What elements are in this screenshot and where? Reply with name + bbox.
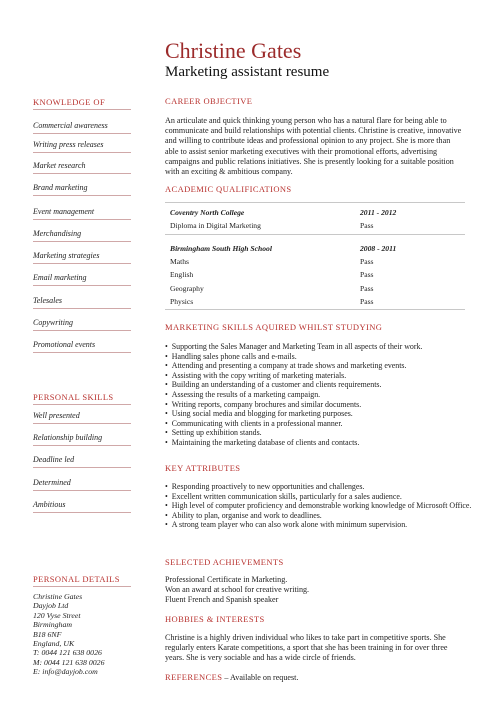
list-item: • Handling sales phone calls and e-mails. (165, 352, 475, 362)
marketing-skills-list (165, 342, 475, 448)
achievement-item: Fluent French and Spanish speaker (165, 595, 279, 605)
knowledge-item: Promotional events (33, 340, 96, 349)
list-item: • A strong team player who can also work alone with minimum supervision. (165, 520, 475, 530)
knowledge-item: Brand marketing (33, 183, 88, 192)
subject-name: Physics (170, 297, 194, 306)
detail-email[interactable]: E: info@dayjob.com (33, 667, 98, 677)
detail-city: Birmingham (33, 620, 72, 630)
divider (33, 467, 131, 468)
list-item: • Responding proactively to new opportunities and challenges. (165, 482, 475, 492)
divider (33, 152, 131, 153)
references-line (165, 672, 298, 682)
list-item: • Writing reports, company brochures and similar documents. (165, 400, 475, 410)
list-item: • High level of computer proficiency and demonstrable working knowledge of Microsoft Office. (165, 501, 475, 511)
divider (33, 330, 131, 331)
divider (33, 195, 131, 196)
divider (33, 352, 131, 353)
subject-name: Geography (170, 284, 204, 293)
knowledge-heading: KNOWLEDGE OF (33, 97, 106, 107)
key-attributes-list (165, 482, 475, 530)
achievement-item: Won an award at school for creative writing. (165, 585, 310, 595)
list-item: • Setting up exhibition stands. (165, 428, 475, 438)
detail-street: 120 Vyse Street (33, 610, 81, 620)
table-rule (165, 309, 465, 310)
knowledge-item: Commercial awareness (33, 121, 108, 130)
achievement-item: Professional Certificate in Marketing. (165, 575, 288, 584)
subject-result: Pass (360, 297, 374, 306)
references-text: – Available on request. (222, 673, 299, 682)
divider (33, 308, 131, 309)
knowledge-item: Merchandising (33, 229, 82, 238)
achievements-list (165, 575, 465, 606)
divider (33, 445, 131, 446)
list-item: • Using social media and blogging for marketing purposes. (165, 409, 475, 419)
knowledge-item: Telesales (33, 296, 63, 305)
marketing-skills-heading: MARKETING SKILLS AQUIRED WHILST STUDYING (165, 322, 383, 332)
list-item: • Supporting the Sales Manager and Marketing Team in all aspects of their work. (165, 342, 475, 352)
knowledge-item: Market research (33, 161, 86, 170)
divider (33, 285, 131, 286)
divider (33, 512, 131, 513)
knowledge-divider (33, 109, 131, 110)
subject-result: Pass (360, 257, 374, 266)
list-item: • Communicating with clients in a professional manner. (165, 419, 475, 429)
skill-item: Determined (33, 478, 71, 487)
subject-result: Pass (360, 284, 374, 293)
detail-mobile: M: 0044 121 638 0026 (33, 657, 105, 667)
divider (33, 133, 131, 134)
list-item: • Building an understanding of a customer and clients requirements. (165, 380, 475, 390)
skill-item: Relationship building (33, 433, 103, 442)
school1-course: Diploma in Digital Marketing (170, 221, 261, 230)
divider (33, 423, 131, 424)
knowledge-item: Copywriting (33, 318, 74, 327)
subject-name: English (170, 270, 194, 279)
list-item: • Assessing the results of a marketing campaign. (165, 390, 475, 400)
school1-years: 2011 - 2012 (360, 208, 397, 217)
subject-name: Maths (170, 257, 189, 266)
personal-details-heading: PERSONAL DETAILS (33, 574, 120, 584)
detail-postcode: B18 6NF (33, 629, 62, 639)
hobbies-text: Christine is a highly driven individual who likes to take part in competitive sports. She regularly enters Karate competitions, a sport that she has been training in for over three years. She is very sociable and has a wide circle of friends. (165, 633, 448, 663)
detail-name: Christine Gates (33, 592, 83, 601)
divider (33, 219, 131, 220)
resume-name: Christine Gates (165, 38, 302, 63)
career-objective-text: An articulate and quick thinking young person who has a natural flare for being able to communicate and build relationships with potential clients. Christine is creative, innovative and willing to contribute ideas and professional opinion to any project. She is more than able to assist senior marketing executives with their promotional efforts, advertising campaigns and public relations initiatives. She is presently looking for a suitable position with an exciting & ambitious company. (165, 116, 462, 177)
personal-skills-heading: PERSONAL SKILLS (33, 392, 114, 402)
table-rule (165, 202, 465, 203)
list-item: • Maintaining the marketing database of clients and contacts. (165, 438, 475, 448)
school1-name: Coventry North College (170, 208, 245, 217)
detail-telephone: T: 0044 121 638 0026 (33, 648, 102, 658)
list-item: • Assisting with the copy writing of marketing materials. (165, 371, 475, 381)
knowledge-item: Marketing strategies (33, 251, 100, 260)
knowledge-item: Event management (33, 207, 95, 216)
list-item: • Excellent written communication skills, particularly for a sales audience. (165, 492, 475, 502)
list-item: • Ability to plan, organise and work to deadlines. (165, 511, 475, 521)
knowledge-item: Writing press releases (33, 140, 104, 149)
divider (33, 263, 131, 264)
school2-years: 2008 - 2011 (360, 244, 397, 253)
academic-heading: ACADEMIC QUALIFICATIONS (165, 184, 292, 194)
hobbies-heading: HOBBIES & INTERESTS (165, 614, 265, 624)
divider (33, 241, 131, 242)
table-rule (165, 234, 465, 235)
achievements-heading: SELECTED ACHIEVEMENTS (165, 557, 284, 567)
personal-details (33, 592, 104, 677)
divider (33, 490, 131, 491)
details-divider (33, 586, 131, 587)
list-item: • Attending and presenting a company at trade shows and marketing events. (165, 361, 475, 371)
skill-item: Well presented (33, 411, 80, 420)
skills-divider (33, 404, 131, 405)
divider (33, 173, 131, 174)
school2-name: Birmingham South High School (170, 244, 272, 253)
detail-company: Dayjob Ltd (33, 601, 69, 611)
school1-result: Pass (360, 221, 374, 230)
skill-item: Ambitious (33, 500, 66, 509)
detail-country: England, UK (33, 639, 75, 649)
key-attributes-heading: KEY ATTRIBUTES (165, 463, 241, 473)
career-objective-heading: CAREER OBJECTIVE (165, 96, 253, 106)
references-heading: REFERENCES (165, 672, 223, 682)
knowledge-item: Email marketing (33, 273, 87, 282)
subject-result: Pass (360, 270, 374, 279)
skill-item: Deadline led (33, 455, 75, 464)
resume-subtitle: Marketing assistant resume (165, 64, 330, 80)
